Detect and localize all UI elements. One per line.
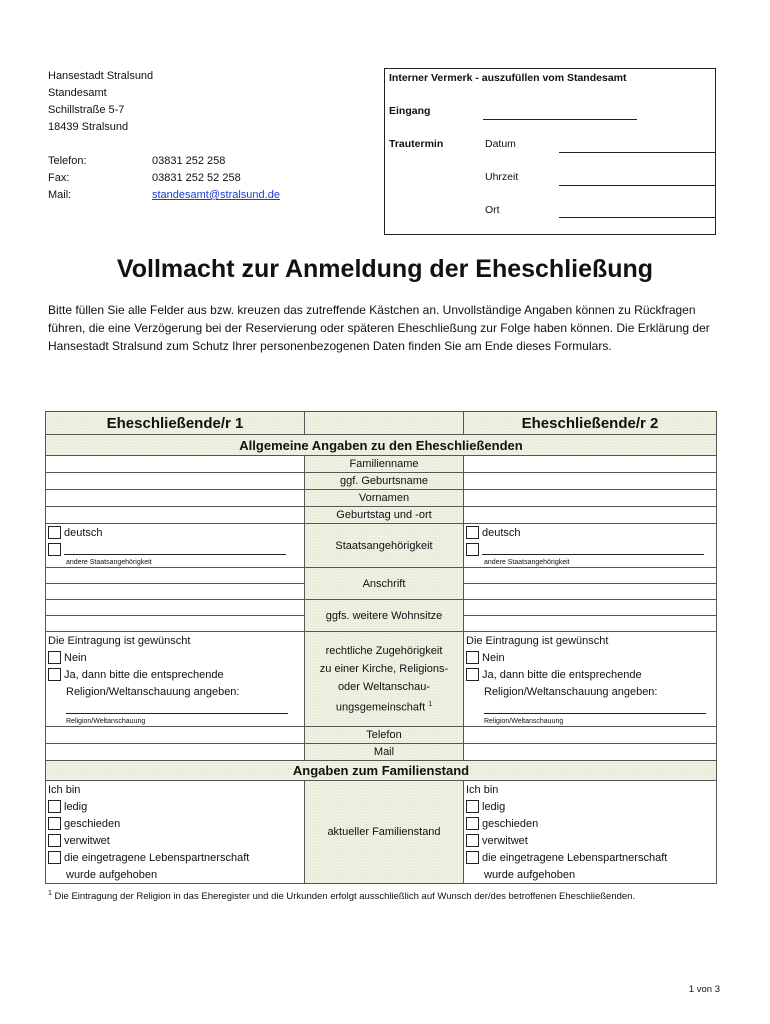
verwitwet-label-2: verwitwet <box>482 834 528 847</box>
page-title: Vollmacht zur Anmeldung der Eheschließung <box>116 255 654 283</box>
section-general-heading: Allgemeine Angaben zu den Eheschließenden <box>46 435 717 456</box>
verwitwet-checkbox-2[interactable] <box>466 834 479 847</box>
deutsch-label-2: deutsch <box>482 526 521 539</box>
religion-field-2[interactable] <box>484 704 706 714</box>
ja-label-2: Ja, dann bitte die entsprechende <box>482 668 642 681</box>
ledig-checkbox-2[interactable] <box>466 800 479 813</box>
ja-checkbox-1[interactable] <box>48 668 61 681</box>
eingang-field[interactable] <box>483 119 637 120</box>
telefon-label: Telefon <box>305 727 464 744</box>
internal-note-heading: Interner Vermerk - auszufüllen vom Standesamt <box>389 72 627 84</box>
religion-cell-2 <box>464 632 717 727</box>
geschieden-checkbox-1[interactable] <box>48 817 61 830</box>
uhrzeit-field[interactable] <box>559 185 715 186</box>
nein-checkbox-2[interactable] <box>466 651 479 664</box>
geburtstag-field-1[interactable] <box>46 507 305 524</box>
footnote-number: 1 <box>48 890 52 897</box>
nein-checkbox-1[interactable] <box>48 651 61 664</box>
andere-label-2: andere Staatsangehörigkeit <box>484 559 570 566</box>
person1-header: Eheschließende/r 1 <box>46 412 305 435</box>
zugehoerigkeit-line: rechtliche Zugehörigkeit <box>325 644 443 657</box>
geburtstag-label: Geburtstag und -ort <box>305 507 464 524</box>
wohnsitze-field-1b[interactable] <box>46 616 305 632</box>
telefon-field-2[interactable] <box>464 727 717 744</box>
wohnsitze-label: ggfs. weitere Wohnsitze <box>305 600 464 632</box>
address-block <box>48 68 280 204</box>
religion-field-1[interactable] <box>66 704 288 714</box>
familienname-field-1[interactable] <box>46 456 305 473</box>
address-line: Schillstraße 5-7 <box>48 104 125 116</box>
nationality-cell-1 <box>46 524 305 568</box>
staatsangehoerigkeit-label: Staatsangehörigkeit <box>305 524 464 568</box>
andere-field-2[interactable] <box>482 545 704 555</box>
ledig-label-1: ledig <box>64 800 88 813</box>
geburtstag-field-2[interactable] <box>464 507 717 524</box>
deutsch-checkbox-1[interactable] <box>48 526 61 539</box>
intro-text: Bitte füllen Sie alle Felder aus bzw. kreuzen das zutreffende Kästchen an. Unvollständige Angaben können zu Rückfragen führen, die eine Verzögerung bei der Reservierung oder späteren Eheschließung zur Folge haben können. Die Erklärung der Hansestadt Stralsund zum Schutz Ihrer personenbezogenen Daten finden Sie am Ende dieses Formulars. <box>48 303 710 353</box>
marriage-form-table <box>45 411 717 884</box>
wohnsitze-field-2a[interactable] <box>464 600 717 616</box>
eintragung-label-1: Die Eintragung ist gewünscht <box>48 634 191 647</box>
ort-field[interactable] <box>559 217 715 218</box>
page-number: 1 von 3 <box>688 984 720 995</box>
trautermin-label: Trautermin <box>389 138 444 150</box>
anschrift-field-2b[interactable] <box>464 584 717 600</box>
religion-cell-1 <box>46 632 305 727</box>
aufgehoben-label-1: wurde aufgehoben <box>66 868 158 881</box>
geschieden-label-2: geschieden <box>482 817 539 830</box>
geburtsname-label: ggf. Geburtsname <box>305 473 464 490</box>
andere-checkbox-1[interactable] <box>48 543 61 556</box>
deutsch-label-1: deutsch <box>64 526 103 539</box>
zugehoerigkeit-line: zu einer Kirche, Religions- <box>319 662 449 675</box>
zugehoerigkeit-label <box>305 632 464 727</box>
wohnsitze-field-1a[interactable] <box>46 600 305 616</box>
internal-note-box <box>384 68 716 235</box>
vornamen-field-2[interactable] <box>464 490 717 507</box>
andere-checkbox-2[interactable] <box>466 543 479 556</box>
address-line: 18439 Stralsund <box>48 121 129 133</box>
verwitwet-checkbox-1[interactable] <box>48 834 61 847</box>
mail-field-2[interactable] <box>464 744 717 761</box>
geburtsname-field-2[interactable] <box>464 473 717 490</box>
lebenspartner-label-1: die eingetragene Lebenspartnerschaft <box>64 851 250 864</box>
footnote <box>48 886 718 904</box>
zugehoerigkeit-line: oder Weltanschau- <box>337 680 431 693</box>
vornamen-field-1[interactable] <box>46 490 305 507</box>
nein-label-1: Nein <box>64 651 87 664</box>
familienstand-label: aktueller Familienstand <box>305 781 464 884</box>
phone-value: 03831 252 258 <box>152 155 226 167</box>
fax-label: Fax: <box>48 172 70 184</box>
ledig-checkbox-1[interactable] <box>48 800 61 813</box>
telefon-field-1[interactable] <box>46 727 305 744</box>
verwitwet-label-1: verwitwet <box>64 834 110 847</box>
andere-field-1[interactable] <box>64 545 286 555</box>
geschieden-checkbox-2[interactable] <box>466 817 479 830</box>
footnote-mark: 1 <box>428 700 433 708</box>
anschrift-field-2a[interactable] <box>464 568 717 584</box>
eingang-label: Eingang <box>389 105 431 117</box>
ledig-label-2: ledig <box>482 800 506 813</box>
nein-label-2: Nein <box>482 651 505 664</box>
address-line: Standesamt <box>48 87 107 99</box>
lebenspartner-checkbox-1[interactable] <box>48 851 61 864</box>
geburtsname-field-1[interactable] <box>46 473 305 490</box>
person2-header: Eheschließende/r 2 <box>464 412 717 435</box>
ja-label2-2: Religion/Weltanschauung angeben: <box>484 685 658 698</box>
ja-label-1: Ja, dann bitte die entsprechende <box>64 668 224 681</box>
mail-field-1[interactable] <box>46 744 305 761</box>
mail-link[interactable]: standesamt@stralsund.de <box>152 189 280 201</box>
anschrift-field-1b[interactable] <box>46 584 305 600</box>
andere-label-1: andere Staatsangehörigkeit <box>66 559 152 566</box>
familienname-field-2[interactable] <box>464 456 717 473</box>
religion-small-label-2: Religion/Weltanschauung <box>484 718 564 725</box>
geschieden-label-1: geschieden <box>64 817 121 830</box>
ich-bin-label-2: Ich bin <box>466 783 499 796</box>
uhrzeit-label: Uhrzeit <box>485 171 519 183</box>
zugehoerigkeit-line: ungsgemeinschaft <box>335 701 426 714</box>
phone-label: Telefon: <box>48 155 87 167</box>
ja-checkbox-2[interactable] <box>466 668 479 681</box>
wohnsitze-field-2b[interactable] <box>464 616 717 632</box>
deutsch-checkbox-2[interactable] <box>466 526 479 539</box>
aufgehoben-label-2: wurde aufgehoben <box>484 868 576 881</box>
family-cell-2 <box>464 781 717 884</box>
fax-value: 03831 252 52 258 <box>152 172 241 184</box>
section-family-heading: Angaben zum Familienstand <box>46 761 717 781</box>
footnote-text: Die Eintragung der Religion in das Eheregister und die Urkunden erfolgt ausschließlich auf Wunsch der/des betroffenen Eheschließenden. <box>54 891 636 903</box>
lebenspartner-checkbox-2[interactable] <box>466 851 479 864</box>
ich-bin-label-1: Ich bin <box>48 783 81 796</box>
vornamen-label: Vornamen <box>305 490 464 507</box>
anschrift-field-1a[interactable] <box>46 568 305 584</box>
ja-label2-1: Religion/Weltanschauung angeben: <box>66 685 240 698</box>
familienname-label: Familienname <box>305 456 464 473</box>
datum-field[interactable] <box>559 152 715 153</box>
eintragung-label-2: Die Eintragung ist gewünscht <box>466 634 609 647</box>
family-cell-1 <box>46 781 305 884</box>
address-line: Hansestadt Stralsund <box>48 70 154 82</box>
anschrift-label: Anschrift <box>305 568 464 600</box>
mail-label: Mail <box>305 744 464 761</box>
header-spacer <box>305 412 464 435</box>
mail-label: Mail: <box>48 189 72 201</box>
nationality-cell-2 <box>464 524 717 568</box>
lebenspartner-label-2: die eingetragene Lebenspartnerschaft <box>482 851 668 864</box>
religion-small-label-1: Religion/Weltanschauung <box>66 718 146 725</box>
ort-label: Ort <box>485 204 500 216</box>
datum-label: Datum <box>485 138 516 150</box>
